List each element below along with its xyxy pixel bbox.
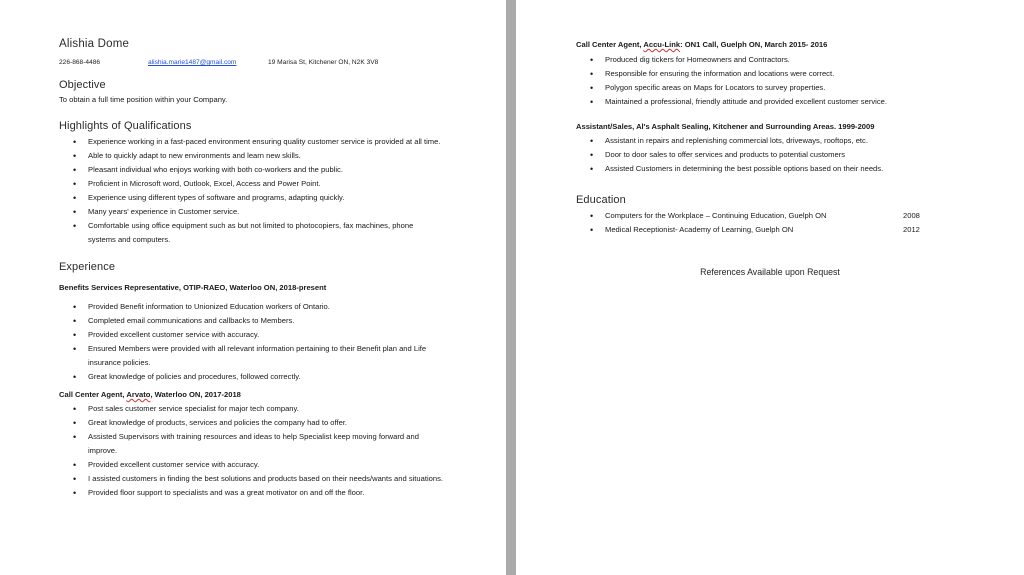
- job-duties-list: [576, 53, 1004, 109]
- list-item: • Completed email communications and callbacks to Members.: [88, 314, 486, 328]
- list-item: • Provided excellent customer service with accuracy.: [88, 458, 486, 472]
- objective-text: To obtain a full time position within your Company.: [59, 95, 228, 104]
- list-item: • Pleasant individual who enjoys working with both co-workers and the public.: [88, 163, 486, 177]
- document-page-right: [516, 0, 1024, 575]
- education-year: 2012: [903, 225, 920, 234]
- list-item: • Great knowledge of policies and procedures, followed correctly.: [88, 370, 486, 384]
- contact-phone: 226-868-4486: [59, 59, 101, 66]
- list-item: • Provided excellent customer service with accuracy.: [88, 328, 486, 342]
- list-item: • Door to door sales to offer services and products to potential customers: [605, 148, 1004, 162]
- list-item: • Proficient in Microsoft word, Outlook, Excel, Access and Power Point.: [88, 177, 486, 191]
- list-item: • Experience using different types of software and programs, adapting quickly.: [88, 191, 486, 205]
- list-item: • Assistant in repairs and replenishing commercial lots, driveways, rooftops, etc.: [605, 134, 1004, 148]
- resume-name: Alishia Dome: [59, 38, 130, 50]
- education-year: 2008: [903, 211, 920, 220]
- list-item: • I assisted customers in finding the best solutions and products based on their needs/wants and situations.: [88, 472, 486, 486]
- list-item: • Polygon specific areas on Maps for Locators to survey properties.: [605, 81, 1004, 95]
- references-note: References Available upon Request: [700, 267, 840, 277]
- education-entry: Computers for the Workplace – Continuing Education, Guelph ON: [605, 211, 827, 220]
- list-item: • Responsible for ensuring the information and locations were correct.: [605, 67, 1004, 81]
- education-heading: Education: [576, 194, 626, 206]
- document-page-left: [0, 0, 506, 575]
- job-duties-list: [59, 402, 486, 500]
- objective-heading: Objective: [59, 79, 106, 91]
- list-item: [605, 209, 1004, 223]
- job-title: Call Center Agent, Accu-Link: ON1 Call, Guelph ON, March 2015- 2016: [576, 40, 828, 49]
- list-item: • Many years' experience in Customer service.: [88, 205, 486, 219]
- highlights-heading: Highlights of Qualifications: [59, 120, 192, 132]
- list-item: • Comfortable using office equipment such as but not limited to photocopiers, fax machines, phone systems and computers.: [88, 219, 486, 247]
- job-title: Assistant/Sales, Al's Asphalt Sealing, Kitchener and Surrounding Areas. 1999-2009: [576, 122, 875, 131]
- list-item: • Ensured Members were provided with all relevant information pertaining to their Benefit plan and Life insurance policies.: [88, 342, 486, 370]
- list-item: • Produced dig tickers for Homeowners and Contractors.: [605, 53, 1004, 67]
- list-item: • Able to quickly adapt to new environments and learn new skills.: [88, 149, 486, 163]
- contact-line: [59, 59, 486, 71]
- list-item: • Provided Benefit information to Unionized Education workers of Ontario.: [88, 300, 486, 314]
- list-item: • Great knowledge of products, services and policies the company had to offer.: [88, 416, 486, 430]
- list-item: • Assisted Customers in determining the best possible options based on their needs.: [605, 162, 1004, 176]
- education-list: [576, 209, 1004, 237]
- job-duties-list: [59, 300, 486, 384]
- job-duties-list: [576, 134, 1004, 176]
- contact-email-link[interactable]: alishia.marie1487@gmail.com: [148, 59, 237, 66]
- list-item: • Provided floor support to specialists and was a great motivator on and off the floor.: [88, 486, 486, 500]
- list-item: • Maintained a professional, friendly attitude and provided excellent customer service.: [605, 95, 1004, 109]
- highlights-list: [59, 135, 486, 247]
- list-item: • Post sales customer service specialist for major tech company.: [88, 402, 486, 416]
- job-title: Call Center Agent, Arvato, Waterloo ON, 2017-2018: [59, 390, 241, 399]
- list-item: • Assisted Supervisors with training resources and ideas to help Specialist keep moving forward and improve.: [88, 430, 486, 458]
- experience-heading: Experience: [59, 261, 116, 273]
- education-entry: Medical Receptionist- Academy of Learning, Guelph ON: [605, 225, 794, 234]
- job-title: Benefits Services Representative, OTIP-RAEO, Waterloo ON, 2018-present: [59, 283, 327, 292]
- list-item: [605, 223, 1004, 237]
- list-item: • Experience working in a fast-paced environment ensuring quality customer service is provided at all time.: [88, 135, 486, 149]
- contact-address: 19 Marisa St, Kitchener ON, N2K 3V8: [268, 59, 379, 66]
